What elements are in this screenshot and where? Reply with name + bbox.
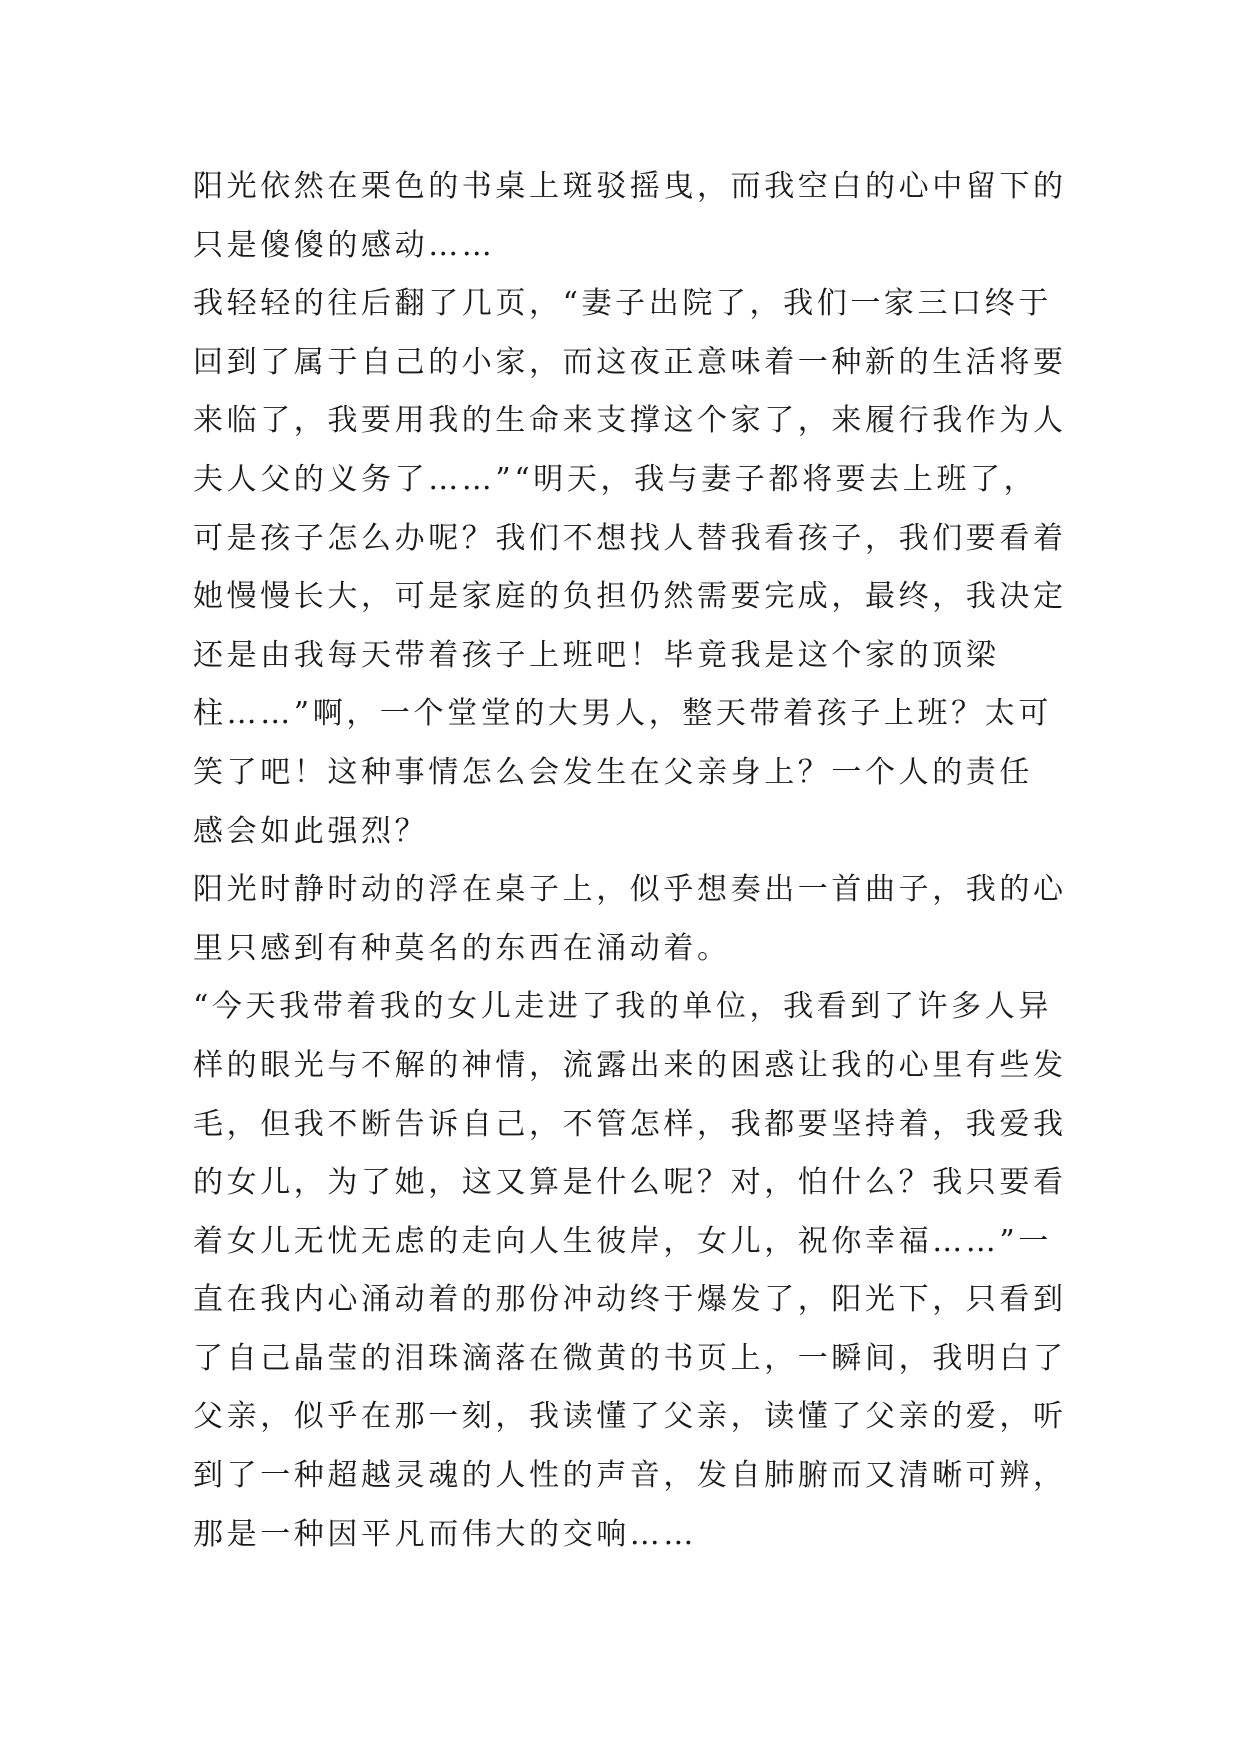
text-line: 阳光依然在栗色的书桌上斑驳摇曳，而我空白的心中留下的 <box>193 169 1067 204</box>
text-line: 回到了属于自己的小家，而这夜正意味着一种新的生活将要 <box>193 344 1067 380</box>
text-line: 我轻轻的往后翻了几页，“妻子出院了，我们一家三口终于 <box>193 286 1052 322</box>
text-line: “今天我带着我的女儿走进了我的单位，我看到了许多人异 <box>193 989 1052 1025</box>
text-line: 到了一种超越灵魂的人性的声音，发自肺腑而又清晰可辨， <box>193 1458 1067 1494</box>
text-line: 还是由我每天带着孩子上班吧！毕竟我是这个家的顶梁 <box>193 637 1000 673</box>
text-line: 可是孩子怎么办呢？我们不想找人替我看孩子，我们要看着 <box>193 520 1067 556</box>
text-line: 的女儿，为了她，这又算是什么呢？对，怕什么？我只要看 <box>193 1165 1067 1201</box>
text-line: 里只感到有种莫名的东西在涌动着。 <box>193 930 731 966</box>
text-line: 父亲，似乎在那一刻，我读懂了父亲，读懂了父亲的爱，听 <box>193 1399 1067 1435</box>
text-line: 她慢慢长大，可是家庭的负担仍然需要完成，最终，我决定 <box>193 579 1067 615</box>
text-line: 样的眼光与不解的神情，流露出来的困惑让我的心里有些发 <box>193 1047 1067 1083</box>
text-line: 着女儿无忧无虑的走向人生彼岸，女儿，祝你幸福……”一 <box>193 1223 1052 1259</box>
text-line: 感会如此强烈？ <box>193 813 429 849</box>
text-line: 那是一种因平凡而伟大的交响…… <box>193 1516 697 1552</box>
text-line: 直在我内心涌动着的那份冲动终于爆发了，阳光下，只看到 <box>193 1282 1067 1318</box>
text-line: 柱……”啊，一个堂堂的大男人，整天带着孩子上班？太可 <box>193 696 1052 732</box>
body-text <box>193 158 1073 1564</box>
text-line: 笑了吧！这种事情怎么会发生在父亲身上？一个人的责任 <box>193 754 1033 790</box>
text-line: 阳光时静时动的浮在桌子上，似乎想奏出一首曲子，我的心 <box>193 872 1067 908</box>
text-line: 毛，但我不断告诉自己，不管怎样，我都要坚持着，我爱我 <box>193 1106 1067 1142</box>
text-line: 只是傻傻的感动…… <box>193 227 496 263</box>
text-line: 来临了，我要用我的生命来支撑这个家了，来履行我作为人 <box>193 403 1067 439</box>
text-line: 了自己晶莹的泪珠滴落在微黄的书页上，一瞬间，我明白了 <box>193 1340 1067 1376</box>
text-line: 夫人父的义务了……”“明天，我与妻子都将要去上班了， <box>193 461 1038 497</box>
